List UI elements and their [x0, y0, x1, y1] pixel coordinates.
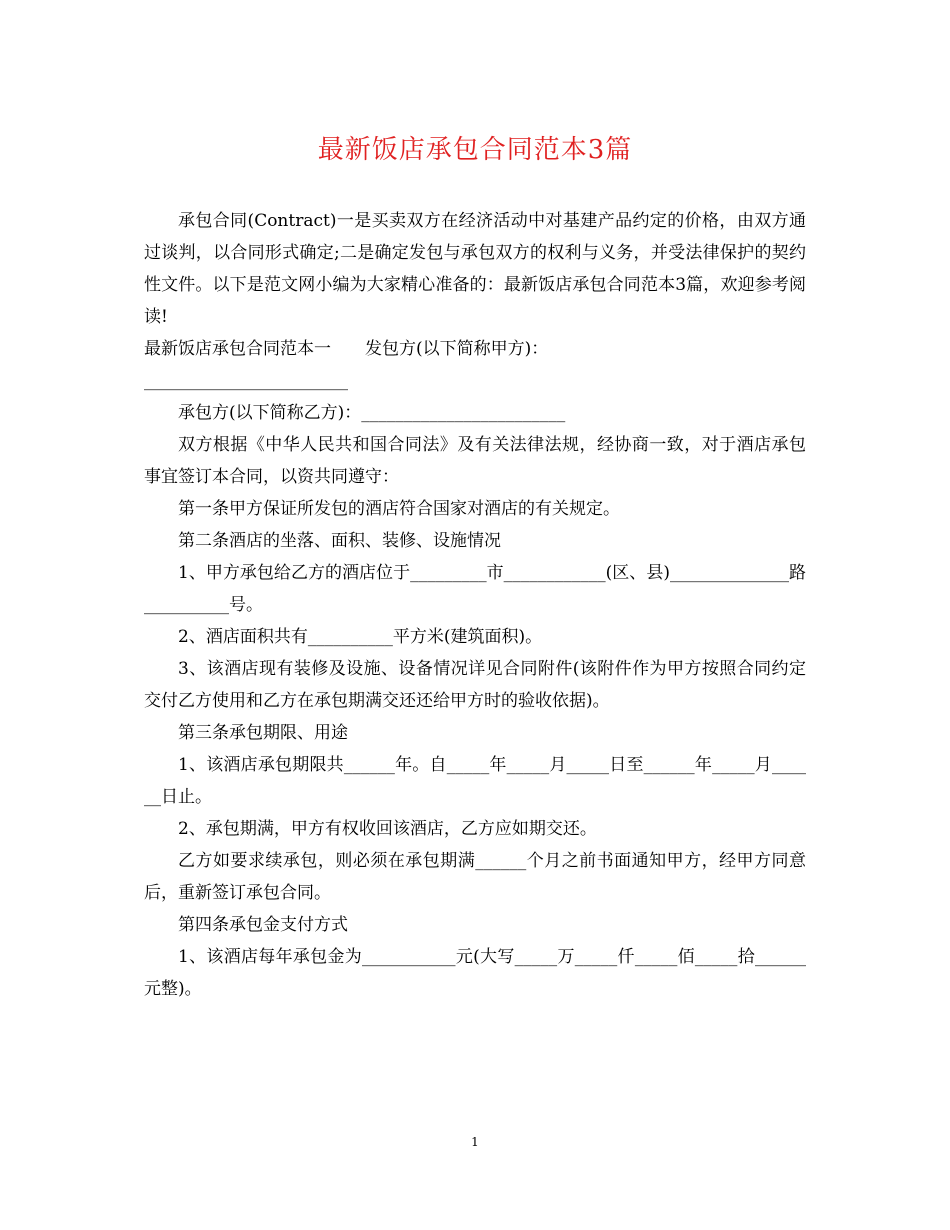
article-three-item-2: 2、承包期满，甲方有权收回该酒店，乙方应如期交还。 [178, 819, 597, 839]
article-four-item-1: 1、该酒店每年承包金为___________元(大写_____万_____仟_____佰_____拾______元整)。 [144, 947, 806, 999]
party-b-line: 承包方(以下简称乙方)：________________________ [178, 403, 566, 423]
article-two-item-3: 3、该酒店现有装修及设施、设备情况详见合同附件(该附件作为甲方按照合同约定交付乙方使用和乙方在承包期满交还还给甲方时的验收依据)。 [144, 659, 806, 711]
article-four-heading: 第四条承包金支付方式 [178, 915, 348, 935]
document-title: 最新饭店承包合同范本3篇 [317, 135, 633, 165]
intro-paragraph: 承包合同(Contract)一是买卖双方在经济活动中对基建产品约定的价格，由双方通过谈判，以合同形式确定;二是确定发包与承包双方的权利与义务，并受法律保护的契约性文件。以下是范文网小编为大家精心准备的：最新饭店承包合同范本3篇，欢迎参考阅读! [144, 211, 806, 327]
article-three-renewal: 乙方如要求续承包，则必须在承包期满______个月之前书面通知甲方，经甲方同意后，重新签订承包合同。 [144, 851, 806, 903]
article-two-heading: 第二条酒店的坐落、面积、装修、设施情况 [178, 531, 501, 551]
document-body [144, 205, 806, 1005]
contract-one-heading: 最新饭店承包合同范本一 发包方(以下简称甲方)： [144, 339, 549, 359]
article-two-item-2: 2、酒店面积共有__________平方米(建筑面积)。 [178, 627, 543, 647]
article-three-heading: 第三条承包期限、用途 [178, 723, 348, 743]
article-one: 第一条甲方保证所发包的酒店符合国家对酒店的有关规定。 [178, 499, 620, 519]
article-two-item-1: 1、甲方承包给乙方的酒店位于_________市____________(区、县)______________路__________号。 [144, 563, 806, 615]
preamble-paragraph: 双方根据《中华人民共和国合同法》及有关法律法规，经协商一致，对于酒店承包事宜签订本合同，以资共同遵守： [144, 435, 806, 487]
party-a-blank: ________________________ [144, 371, 348, 391]
page-number: 1 [471, 1135, 479, 1149]
article-three-item-1: 1、该酒店承包期限共______年。自_____年_____月_____日至______年_____月______日止。 [144, 755, 806, 807]
